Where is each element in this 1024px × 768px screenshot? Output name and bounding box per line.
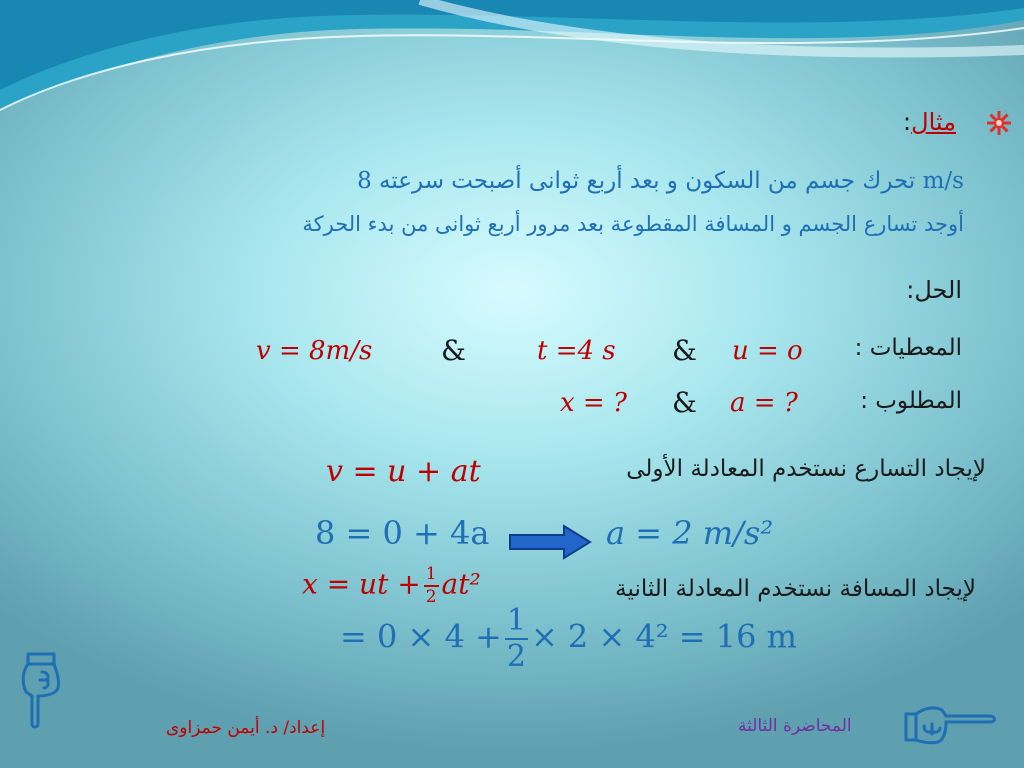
footer-author: إعداد/ د. أيمن حمزاوى (166, 718, 326, 738)
pointing-hand-down-icon[interactable] (16, 650, 66, 730)
givens-label: المعطيات : (854, 335, 962, 361)
problem-line-1-text: تحرك جسم من السكون و بعد أربع ثوانى أصبحت سرعته (379, 168, 916, 194)
given-u: u = o (732, 336, 803, 366)
step2-frac-num: 1 (424, 566, 439, 587)
step2-calc-fraction (505, 603, 528, 674)
footer-lecture: المحاضرة الثالثة (738, 716, 852, 736)
solution-label: الحل: (906, 276, 962, 304)
star-bullet-icon (986, 110, 1012, 136)
step2-equation (302, 566, 481, 606)
step2-eq-right: at² (441, 567, 481, 601)
step1-text: لإيجاد التسارع نستخدم المعادلة الأولى (626, 456, 986, 482)
given-sep-1: & (672, 334, 697, 367)
heading-label: مثال (911, 108, 956, 136)
heading-colon: : (903, 108, 912, 136)
step2-eq-left: x = ut + (302, 567, 421, 601)
required-a: a = ? (730, 388, 798, 418)
step2-frac-den: 2 (425, 587, 437, 607)
step2-calc-frac-num: 1 (506, 603, 526, 638)
step2-text: لإيجاد المسافة نستخدم المعادلة الثانية (615, 576, 976, 602)
problem-line-1 (357, 168, 964, 194)
step1-equation: v = u + at (326, 454, 481, 489)
required-label: المطلوب : (860, 388, 962, 414)
required-x: x = ? (560, 388, 627, 418)
step1-calc-left: 8 = 0 + 4a (315, 514, 490, 552)
step2-calc-frac-den: 2 (506, 639, 526, 674)
step2-calc-left: = 0 × 4 + (340, 617, 502, 656)
given-sep-2: & (441, 334, 466, 367)
problem-line-2: أوجد تسارع الجسم و المسافة المقطوعة بعد مرور أربع ثوانى من بدء الحركة (302, 212, 964, 236)
pointing-hand-right-icon[interactable] (902, 700, 998, 750)
required-sep: & (672, 386, 697, 419)
right-arrow-icon (508, 524, 592, 560)
given-v: v = 8m/s (256, 336, 373, 366)
problem-line-1-speed: 8 m/s (357, 168, 964, 194)
given-t: t =4 s (537, 336, 616, 366)
header-wave-decoration (0, 0, 1024, 140)
step2-calc-right: × 2 × 4² = 16 m (530, 617, 798, 656)
step1-calc-right: a = 2 m/s² (606, 514, 774, 552)
step2-fraction (424, 566, 439, 606)
example-heading (903, 108, 956, 136)
step2-calc (340, 603, 798, 674)
